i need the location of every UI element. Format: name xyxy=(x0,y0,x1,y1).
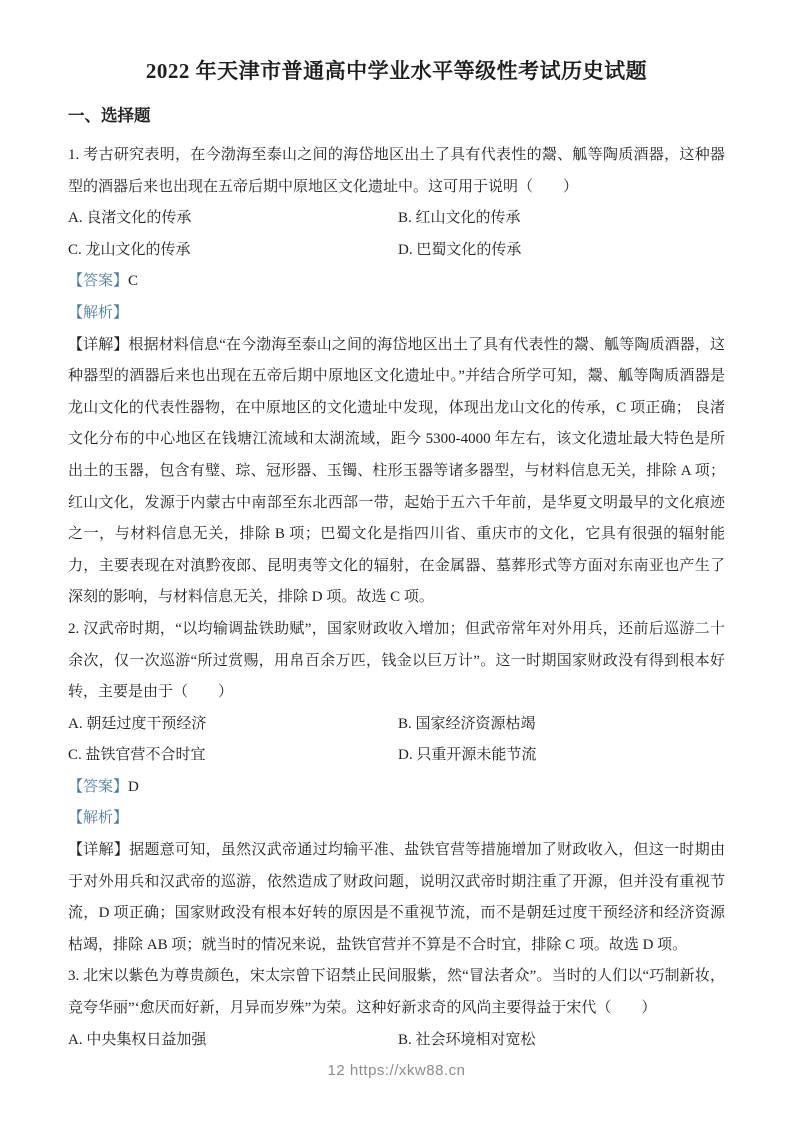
option-d: D. 巴蜀文化的传承 xyxy=(398,241,522,258)
answer-value: C xyxy=(128,273,139,290)
options-grid xyxy=(68,709,725,772)
options-grid xyxy=(68,1025,725,1057)
option-b: B. 红山文化的传承 xyxy=(398,210,521,227)
question-stem: 3. 北宋以紫色为尊贵颜色，宋太宗曾下诏禁止民间服紫，然“冒法者众”。当时的人们以“巧制新妆，竞夸华丽”‘愈厌而好新，月异而岁殊”为荣。这种好新求奇的风尚主要得益于宋代（ ） xyxy=(68,968,725,1017)
question-3 xyxy=(68,961,725,1056)
answer-label: 【答案】 xyxy=(68,273,129,290)
analysis-label: 【解析】 xyxy=(68,810,129,827)
option-c: C. 龙山文化的传承 xyxy=(68,241,191,258)
options-grid xyxy=(68,203,725,266)
answer-value: D xyxy=(128,778,139,795)
option-a: A. 良渚文化的传承 xyxy=(68,210,192,227)
analysis-line xyxy=(68,803,725,835)
option-d: D. 只重开源未能节流 xyxy=(398,747,537,764)
page-footer: 12 https://xkw88.cn xyxy=(327,1062,466,1079)
question-stem: 2. 汉武帝时期，“以均输调盐铁助赋”，国家财政收入增加；但武帝常年对外用兵，还前后巡游二十余次，仅一次巡游“所过赏赐，用帛百余万匹，钱金以巨万计”。这一时期国家财政没有得到根本好转，主要是由于（ ） xyxy=(68,620,725,701)
answer-line xyxy=(68,266,725,298)
detail-paragraph: 【详解】根据材料信息“在今渤海至泰山之间的海岱地区出土了具有代表性的鬶、觚等陶质酒器，这种器型的酒器后来也出现在五帝后期中原地区文化遗址中。”并结合所学可知，鬶、觚等陶质酒器是龙山文化的代表性器物，在中原地区的文化遗址中发现，体现出龙山文化的传承，C 项正确； 良渚文化分布的中心地区在钱塘江流域和太湖流域，距今 5300-4000 年左右，该文化遗址最大特色是所出土的玉器，包含有璧、琮、冠形器、玉镯、柱形玉器等诸多器型，与材料信息无关，排除 A 项；红山文化，发源于内蒙古中南部至东北西部一带，起始于五六千年前，是华夏文明最早的文化痕迹之一，与材料信息无关，排除 B 项；巴蜀文化是指四川省、重庆市的文化，它具有很强的辐射能力，主要表现在对滇黔夜郎、昆明夷等文化的辐射，在金属器、墓葬形式等方面对东南亚也产生了深刻的影响，与材料信息无关，排除 D 项。故选 C 项。 xyxy=(68,336,725,606)
detail-paragraph: 【详解】据题意可知，虽然汉武帝通过均输平准、盐铁官营等措施增加了财政收入，但这一时期由于对外用兵和汉武帝的巡游，依然造成了财政问题，说明汉武帝时期注重了开源，但并没有重视节流，D 项正确；国家财政没有根本好转的原因是不重视节流，而不是朝廷过度干预经济和经济资源枯竭，排除 AB 项；就当时的情况来说，盐铁官营并不算是不合时宜，排除 C 项。故选 D 项。 xyxy=(68,842,725,953)
analysis-line xyxy=(68,298,725,330)
option-b: B. 社会环境相对宽松 xyxy=(398,1031,536,1048)
option-a: A. 朝廷过度干预经济 xyxy=(68,715,207,732)
question-stem: 1. 考古研究表明，在今渤海至泰山之间的海岱地区出土了具有代表性的鬶、觚等陶质酒器，这种器型的酒器后来也出现在五帝后期中原地区文化遗址中。这可用于说明（ ） xyxy=(68,147,725,195)
answer-label: 【答案】 xyxy=(68,778,129,795)
section-header: 一、选择题 xyxy=(68,106,151,125)
option-a: A. 中央集权日益加强 xyxy=(68,1031,207,1048)
answer-line xyxy=(68,772,725,804)
page-title: 2022 年天津市普通高中学业水平等级性考试历史试题 xyxy=(145,59,648,83)
question-1 xyxy=(68,140,725,614)
option-c: C. 盐铁官营不合时宜 xyxy=(68,747,206,764)
option-b: B. 国家经济资源枯竭 xyxy=(398,715,536,732)
analysis-label: 【解析】 xyxy=(68,304,129,321)
question-2 xyxy=(68,614,725,962)
